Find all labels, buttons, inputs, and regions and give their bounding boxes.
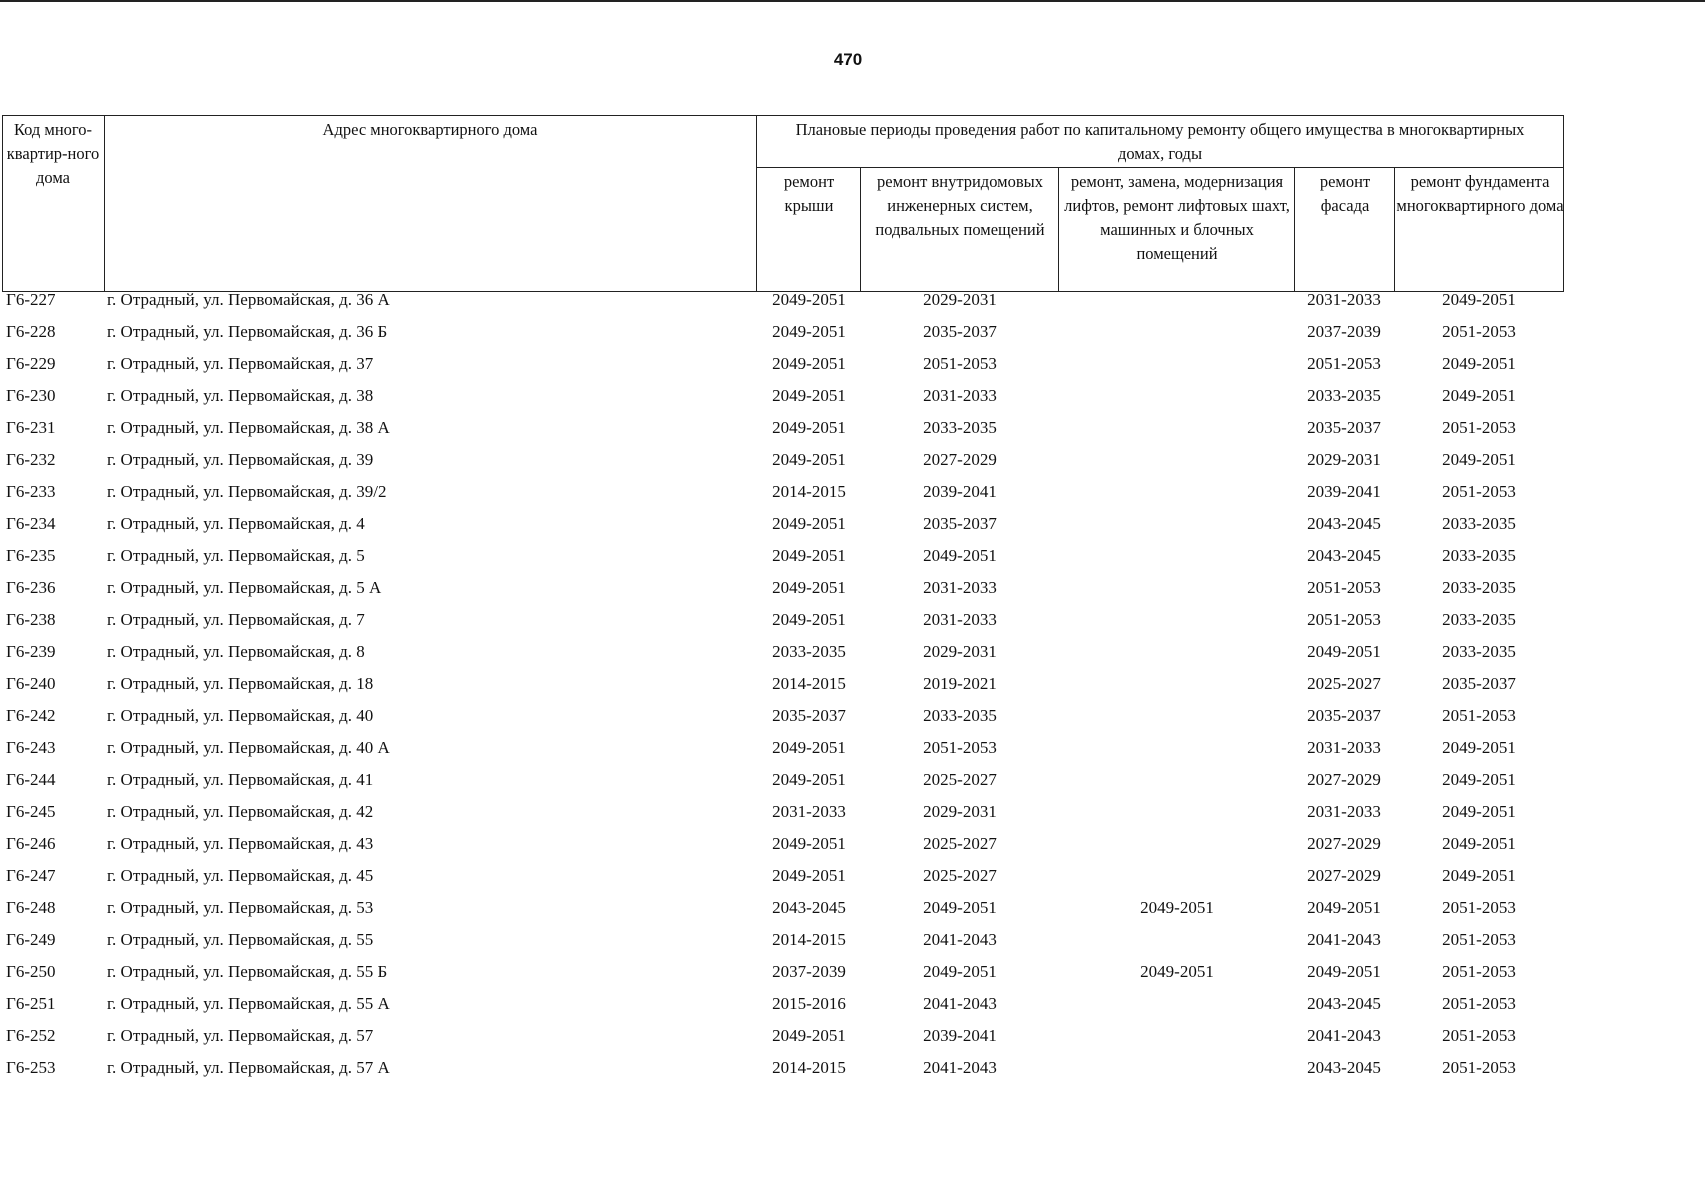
table-row bbox=[0, 482, 1705, 514]
cell-code: Г6-229 bbox=[6, 354, 56, 373]
cell-foundation: 2049-2051 bbox=[1442, 866, 1516, 885]
cell-address: г. Отрадный, ул. Первомайская, д. 39 bbox=[107, 450, 374, 469]
cell-roof: 2049-2051 bbox=[772, 866, 846, 885]
cell-roof: 2049-2051 bbox=[772, 610, 846, 629]
page-number: 470 bbox=[833, 50, 863, 69]
cell-facade: 2041-2043 bbox=[1307, 1026, 1381, 1045]
cell-address: г. Отрадный, ул. Первомайская, д. 55 А bbox=[107, 994, 390, 1013]
cell-facade: 2031-2033 bbox=[1307, 802, 1381, 821]
cell-foundation: 2035-2037 bbox=[1442, 674, 1516, 693]
cell-roof: 2049-2051 bbox=[772, 354, 846, 373]
cell-systems: 2019-2021 bbox=[923, 674, 997, 693]
cell-code: Г6-252 bbox=[6, 1026, 56, 1045]
table-row bbox=[0, 706, 1705, 738]
cell-foundation: 2051-2053 bbox=[1442, 1026, 1516, 1045]
cell-facade: 2027-2029 bbox=[1307, 834, 1381, 853]
cell-code: Г6-234 bbox=[6, 514, 56, 533]
header-code: Код много-квартир-ного дома bbox=[6, 120, 100, 187]
cell-code: Г6-242 bbox=[6, 706, 56, 725]
cell-systems: 2029-2031 bbox=[923, 642, 997, 661]
table-row bbox=[0, 834, 1705, 866]
cell-foundation: 2033-2035 bbox=[1442, 514, 1516, 533]
table-row bbox=[0, 418, 1705, 450]
cell-foundation: 2051-2053 bbox=[1442, 418, 1516, 437]
cell-address: г. Отрадный, ул. Первомайская, д. 55 Б bbox=[107, 962, 388, 981]
cell-foundation: 2051-2053 bbox=[1442, 706, 1516, 725]
cell-roof: 2014-2015 bbox=[772, 482, 846, 501]
cell-foundation: 2033-2035 bbox=[1442, 642, 1516, 661]
cell-systems: 2031-2033 bbox=[923, 610, 997, 629]
header-divider bbox=[1394, 167, 1395, 292]
cell-foundation: 2051-2053 bbox=[1442, 898, 1516, 917]
table-row bbox=[0, 738, 1705, 770]
cell-facade: 2051-2053 bbox=[1307, 578, 1381, 597]
cell-roof: 2049-2051 bbox=[772, 546, 846, 565]
table-row bbox=[0, 962, 1705, 994]
cell-roof: 2014-2015 bbox=[772, 1058, 846, 1077]
cell-facade: 2049-2051 bbox=[1307, 642, 1381, 661]
header-divider bbox=[860, 167, 861, 292]
table-row bbox=[0, 1058, 1705, 1090]
cell-roof: 2049-2051 bbox=[772, 738, 846, 757]
cell-address: г. Отрадный, ул. Первомайская, д. 5 А bbox=[107, 578, 382, 597]
cell-address: г. Отрадный, ул. Первомайская, д. 55 bbox=[107, 930, 374, 949]
cell-roof: 2049-2051 bbox=[772, 1026, 846, 1045]
cell-code: Г6-251 bbox=[6, 994, 56, 1013]
cell-address: г. Отрадный, ул. Первомайская, д. 57 bbox=[107, 1026, 374, 1045]
cell-address: г. Отрадный, ул. Первомайская, д. 53 bbox=[107, 898, 374, 917]
cell-systems: 2029-2031 bbox=[923, 290, 997, 309]
cell-foundation: 2049-2051 bbox=[1442, 834, 1516, 853]
cell-address: г. Отрадный, ул. Первомайская, д. 38 bbox=[107, 386, 374, 405]
cell-code: Г6-245 bbox=[6, 802, 56, 821]
cell-foundation: 2049-2051 bbox=[1442, 290, 1516, 309]
cell-address: г. Отрадный, ул. Первомайская, д. 45 bbox=[107, 866, 374, 885]
cell-systems: 2025-2027 bbox=[923, 770, 997, 789]
cell-foundation: 2033-2035 bbox=[1442, 578, 1516, 597]
cell-systems: 2049-2051 bbox=[923, 898, 997, 917]
cell-facade: 2035-2037 bbox=[1307, 418, 1381, 437]
cell-address: г. Отрадный, ул. Первомайская, д. 57 А bbox=[107, 1058, 390, 1077]
header-systems: ремонт внутридомовых инженерных систем, подвальных помещений bbox=[875, 172, 1045, 239]
cell-facade: 2043-2045 bbox=[1307, 1058, 1381, 1077]
top-rule bbox=[0, 0, 1705, 2]
cell-code: Г6-228 bbox=[6, 322, 56, 341]
cell-roof: 2049-2051 bbox=[772, 450, 846, 469]
cell-roof: 2049-2051 bbox=[772, 322, 846, 341]
cell-systems: 2041-2043 bbox=[923, 1058, 997, 1077]
cell-code: Г6-233 bbox=[6, 482, 56, 501]
cell-foundation: 2049-2051 bbox=[1442, 738, 1516, 757]
cell-roof: 2043-2045 bbox=[772, 898, 846, 917]
cell-lifts: 2049-2051 bbox=[1140, 898, 1214, 917]
cell-roof: 2031-2033 bbox=[772, 802, 846, 821]
cell-facade: 2043-2045 bbox=[1307, 994, 1381, 1013]
table-row bbox=[0, 770, 1705, 802]
cell-systems: 2035-2037 bbox=[923, 514, 997, 533]
cell-address: г. Отрадный, ул. Первомайская, д. 37 bbox=[107, 354, 374, 373]
cell-roof: 2033-2035 bbox=[772, 642, 846, 661]
cell-code: Г6-232 bbox=[6, 450, 56, 469]
cell-address: г. Отрадный, ул. Первомайская, д. 40 bbox=[107, 706, 374, 725]
cell-systems: 2033-2035 bbox=[923, 706, 997, 725]
header-foundation: ремонт фундамента многоквартирного дома bbox=[1396, 172, 1564, 215]
cell-address: г. Отрадный, ул. Первомайская, д. 18 bbox=[107, 674, 374, 693]
cell-foundation: 2051-2053 bbox=[1442, 482, 1516, 501]
cell-systems: 2035-2037 bbox=[923, 322, 997, 341]
table-row bbox=[0, 514, 1705, 546]
cell-foundation: 2051-2053 bbox=[1442, 962, 1516, 981]
cell-roof: 2049-2051 bbox=[772, 578, 846, 597]
table-row bbox=[0, 802, 1705, 834]
cell-facade: 2041-2043 bbox=[1307, 930, 1381, 949]
cell-code: Г6-230 bbox=[6, 386, 56, 405]
table-row bbox=[0, 642, 1705, 674]
header-divider bbox=[1058, 167, 1059, 292]
cell-systems: 2041-2043 bbox=[923, 994, 997, 1013]
cell-systems: 2025-2027 bbox=[923, 834, 997, 853]
cell-code: Г6-248 bbox=[6, 898, 56, 917]
cell-code: Г6-243 bbox=[6, 738, 56, 757]
table-row bbox=[0, 674, 1705, 706]
cell-facade: 2043-2045 bbox=[1307, 546, 1381, 565]
cell-address: г. Отрадный, ул. Первомайская, д. 36 А bbox=[107, 290, 390, 309]
cell-address: г. Отрадный, ул. Первомайская, д. 7 bbox=[107, 610, 365, 629]
cell-roof: 2049-2051 bbox=[772, 770, 846, 789]
cell-address: г. Отрадный, ул. Первомайская, д. 38 А bbox=[107, 418, 390, 437]
cell-code: Г6-235 bbox=[6, 546, 56, 565]
cell-foundation: 2049-2051 bbox=[1442, 802, 1516, 821]
cell-code: Г6-249 bbox=[6, 930, 56, 949]
cell-systems: 2051-2053 bbox=[923, 354, 997, 373]
cell-facade: 2033-2035 bbox=[1307, 386, 1381, 405]
table-row bbox=[0, 898, 1705, 930]
table-row bbox=[0, 866, 1705, 898]
cell-systems: 2031-2033 bbox=[923, 578, 997, 597]
cell-address: г. Отрадный, ул. Первомайская, д. 43 bbox=[107, 834, 374, 853]
cell-systems: 2029-2031 bbox=[923, 802, 997, 821]
cell-systems: 2025-2027 bbox=[923, 866, 997, 885]
cell-facade: 2027-2029 bbox=[1307, 866, 1381, 885]
cell-foundation: 2049-2051 bbox=[1442, 770, 1516, 789]
cell-roof: 2049-2051 bbox=[772, 386, 846, 405]
table-row bbox=[0, 322, 1705, 354]
cell-facade: 2029-2031 bbox=[1307, 450, 1381, 469]
cell-code: Г6-240 bbox=[6, 674, 56, 693]
cell-address: г. Отрадный, ул. Первомайская, д. 4 bbox=[107, 514, 365, 533]
cell-systems: 2039-2041 bbox=[923, 482, 997, 501]
cell-roof: 2049-2051 bbox=[772, 834, 846, 853]
cell-code: Г6-253 bbox=[6, 1058, 56, 1077]
cell-roof: 2014-2015 bbox=[772, 674, 846, 693]
cell-facade: 2035-2037 bbox=[1307, 706, 1381, 725]
cell-code: Г6-231 bbox=[6, 418, 56, 437]
header-roof: ремонт крыши bbox=[783, 172, 835, 215]
header-divider bbox=[756, 167, 1564, 168]
cell-address: г. Отрадный, ул. Первомайская, д. 8 bbox=[107, 642, 365, 661]
cell-code: Г6-247 bbox=[6, 866, 56, 885]
header-divider bbox=[756, 115, 757, 292]
cell-code: Г6-244 bbox=[6, 770, 56, 789]
cell-systems: 2031-2033 bbox=[923, 386, 997, 405]
cell-facade: 2043-2045 bbox=[1307, 514, 1381, 533]
table-row bbox=[0, 930, 1705, 962]
cell-code: Г6-246 bbox=[6, 834, 56, 853]
cell-facade: 2031-2033 bbox=[1307, 290, 1381, 309]
cell-systems: 2039-2041 bbox=[923, 1026, 997, 1045]
cell-roof: 2037-2039 bbox=[772, 962, 846, 981]
cell-foundation: 2051-2053 bbox=[1442, 322, 1516, 341]
header-facade: ремонт фасада bbox=[1319, 172, 1371, 215]
table-row bbox=[0, 450, 1705, 482]
table-row bbox=[0, 386, 1705, 418]
cell-foundation: 2049-2051 bbox=[1442, 450, 1516, 469]
cell-address: г. Отрадный, ул. Первомайская, д. 41 bbox=[107, 770, 374, 789]
cell-facade: 2049-2051 bbox=[1307, 962, 1381, 981]
cell-facade: 2049-2051 bbox=[1307, 898, 1381, 917]
cell-address: г. Отрадный, ул. Первомайская, д. 42 bbox=[107, 802, 374, 821]
cell-roof: 2049-2051 bbox=[772, 290, 846, 309]
cell-facade: 2025-2027 bbox=[1307, 674, 1381, 693]
cell-lifts: 2049-2051 bbox=[1140, 962, 1214, 981]
header-divider bbox=[1294, 167, 1295, 292]
header-period-group: Плановые периоды проведения работ по капитальному ремонту общего имущества в многоквартирных домах, годы bbox=[795, 120, 1525, 163]
cell-foundation: 2051-2053 bbox=[1442, 1058, 1516, 1077]
table-row bbox=[0, 546, 1705, 578]
cell-address: г. Отрадный, ул. Первомайская, д. 39/2 bbox=[107, 482, 387, 501]
cell-roof: 2035-2037 bbox=[772, 706, 846, 725]
table-row bbox=[0, 610, 1705, 642]
cell-code: Г6-227 bbox=[6, 290, 56, 309]
cell-roof: 2014-2015 bbox=[772, 930, 846, 949]
cell-roof: 2015-2016 bbox=[772, 994, 846, 1013]
cell-code: Г6-236 bbox=[6, 578, 56, 597]
cell-address: г. Отрадный, ул. Первомайская, д. 40 А bbox=[107, 738, 390, 757]
cell-systems: 2027-2029 bbox=[923, 450, 997, 469]
header-address: Адрес многоквартирного дома bbox=[322, 120, 538, 139]
cell-systems: 2041-2043 bbox=[923, 930, 997, 949]
cell-facade: 2051-2053 bbox=[1307, 610, 1381, 629]
cell-foundation: 2033-2035 bbox=[1442, 546, 1516, 565]
cell-facade: 2031-2033 bbox=[1307, 738, 1381, 757]
cell-facade: 2037-2039 bbox=[1307, 322, 1381, 341]
table-row bbox=[0, 578, 1705, 610]
cell-systems: 2051-2053 bbox=[923, 738, 997, 757]
table-row bbox=[0, 354, 1705, 386]
table-row bbox=[0, 1026, 1705, 1058]
cell-foundation: 2051-2053 bbox=[1442, 930, 1516, 949]
cell-systems: 2033-2035 bbox=[923, 418, 997, 437]
cell-facade: 2039-2041 bbox=[1307, 482, 1381, 501]
cell-address: г. Отрадный, ул. Первомайская, д. 5 bbox=[107, 546, 365, 565]
cell-foundation: 2033-2035 bbox=[1442, 610, 1516, 629]
table-row bbox=[0, 290, 1705, 322]
cell-address: г. Отрадный, ул. Первомайская, д. 36 Б bbox=[107, 322, 388, 341]
cell-code: Г6-250 bbox=[6, 962, 56, 981]
cell-systems: 2049-2051 bbox=[923, 546, 997, 565]
cell-roof: 2049-2051 bbox=[772, 514, 846, 533]
table-row bbox=[0, 994, 1705, 1026]
cell-foundation: 2051-2053 bbox=[1442, 994, 1516, 1013]
cell-systems: 2049-2051 bbox=[923, 962, 997, 981]
cell-roof: 2049-2051 bbox=[772, 418, 846, 437]
cell-foundation: 2049-2051 bbox=[1442, 354, 1516, 373]
header-lifts: ремонт, замена, модернизация лифтов, ремонт лифтовых шахт, машинных и блочных помещений bbox=[1064, 172, 1290, 263]
header-divider bbox=[104, 115, 105, 292]
cell-code: Г6-239 bbox=[6, 642, 56, 661]
cell-foundation: 2049-2051 bbox=[1442, 386, 1516, 405]
cell-facade: 2051-2053 bbox=[1307, 354, 1381, 373]
cell-code: Г6-238 bbox=[6, 610, 56, 629]
cell-facade: 2027-2029 bbox=[1307, 770, 1381, 789]
